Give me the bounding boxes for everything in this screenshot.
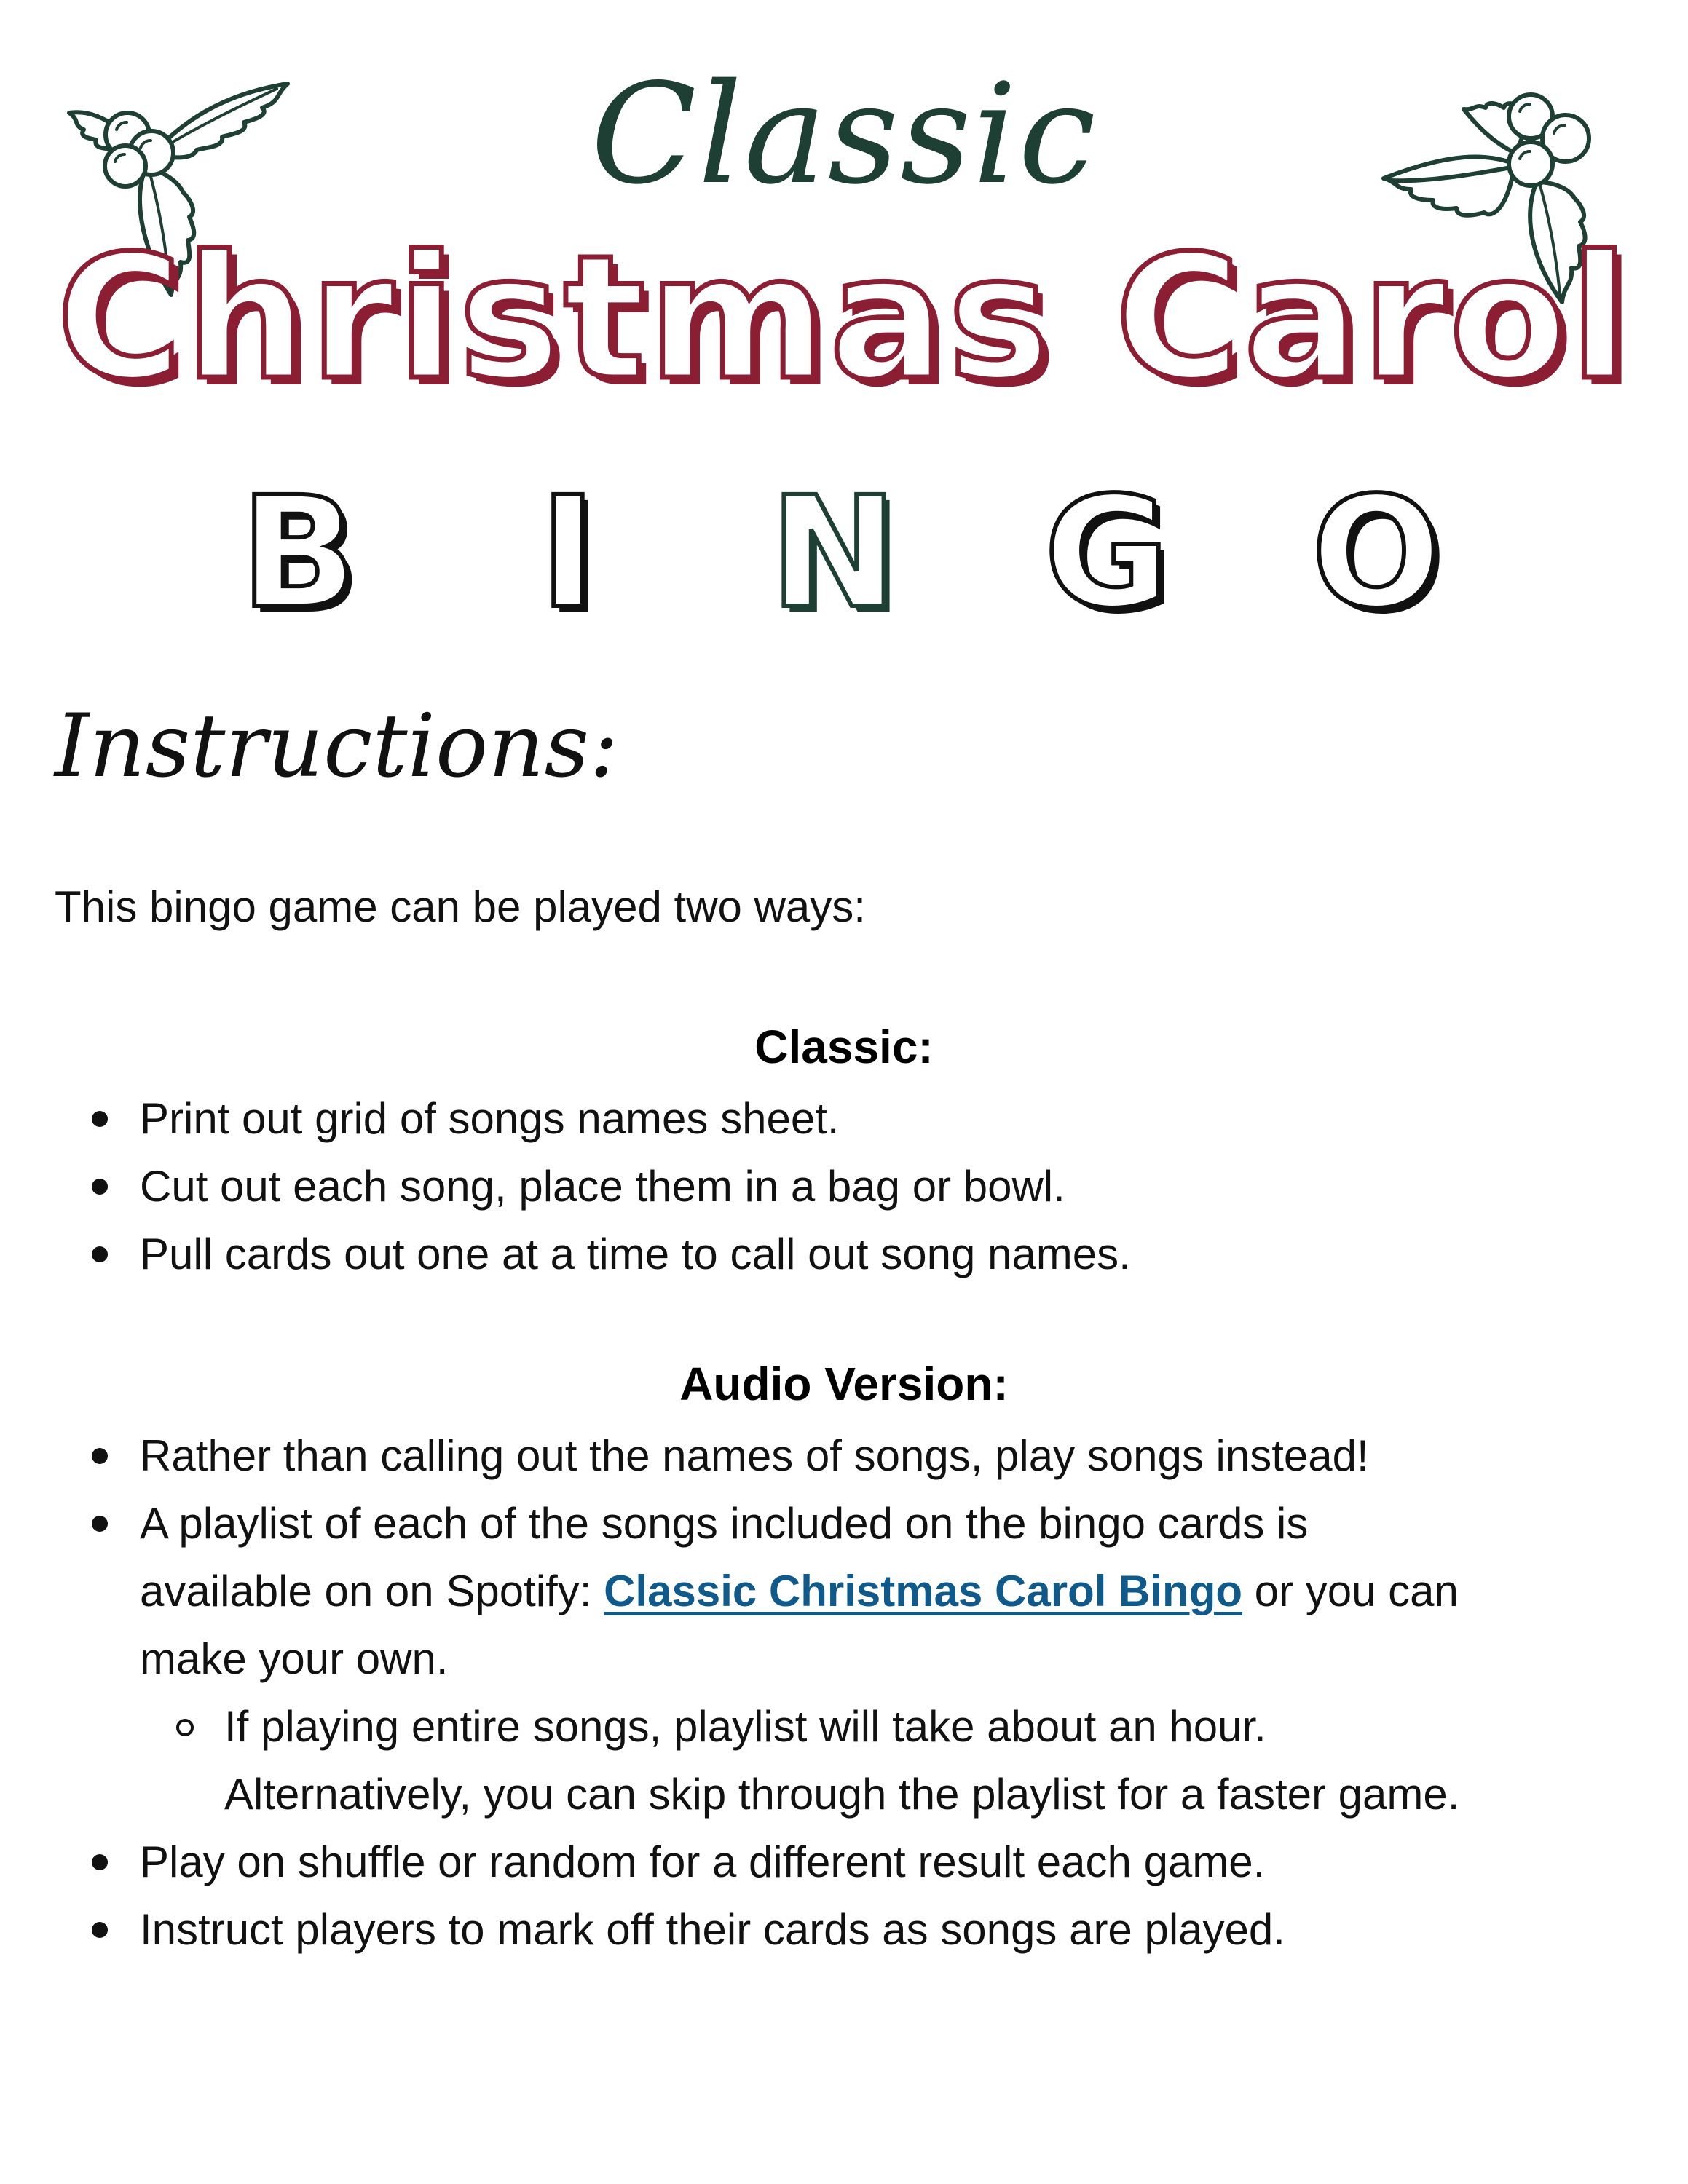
bullet-icon — [92, 1179, 108, 1195]
list-item — [0, 1220, 1688, 1288]
list-item — [0, 1085, 1688, 1152]
audio-version-heading: Audio Version: — [679, 1358, 1009, 1410]
bingo-letter-b: B — [240, 464, 358, 642]
list-item-text: make your own. — [140, 1634, 449, 1683]
bullet-icon — [92, 1246, 108, 1262]
list-item-text: or you can — [1242, 1567, 1459, 1615]
sub-list-item — [0, 1693, 1688, 1828]
list-item-text: Instruct players to mark off their cards as songs are played. — [140, 1905, 1285, 1954]
bullet-icon — [92, 1516, 108, 1532]
bingo-letter-o: O — [1311, 464, 1442, 642]
list-item — [0, 1422, 1688, 1489]
list-item-text: If playing entire songs, playlist will take about an hour. — [224, 1702, 1266, 1751]
bingo-letter-g: G — [1044, 464, 1170, 642]
bullet-icon — [92, 1448, 108, 1464]
list-item-text-line — [140, 1557, 1644, 1625]
list-item-text: Pull cards out one at a time to call out song names. — [140, 1230, 1131, 1278]
list-item — [0, 1828, 1688, 1896]
intro-text: This bingo game can be played two ways: — [55, 882, 866, 931]
classic-list — [0, 1085, 1688, 1288]
classic-heading: Classic: — [754, 1021, 934, 1073]
audio-list — [0, 1422, 1688, 1963]
bingo-letter-i: I — [539, 464, 597, 642]
list-item — [0, 1896, 1688, 1963]
list-item-text: A playlist of each of the songs included on the bingo cards is — [140, 1499, 1309, 1548]
title-christmas-carol: Christmas Carol — [56, 219, 1632, 418]
bingo-letter-n: N — [770, 464, 898, 642]
hollow-bullet-icon — [176, 1719, 194, 1736]
list-item-text: Print out grid of songs names sheet. — [140, 1094, 840, 1143]
bullet-icon — [92, 1922, 108, 1938]
bullet-icon — [92, 1111, 108, 1127]
list-item-text: Rather than calling out the names of songs, play songs instead! — [140, 1431, 1369, 1480]
list-item-text: available on on Spotify: — [140, 1567, 604, 1615]
bullet-icon — [92, 1854, 108, 1870]
title-classic: Classic — [591, 54, 1097, 215]
spotify-playlist-link[interactable]: Classic Christmas Carol Bingo — [604, 1567, 1243, 1615]
list-item — [0, 1152, 1688, 1220]
list-item — [0, 1489, 1688, 1693]
instructions-heading: Instructions: — [55, 696, 619, 797]
list-item-text: Alternatively, you can skip through the playlist for a faster game. — [224, 1770, 1460, 1819]
list-item-text: Play on shuffle or random for a different result each game. — [140, 1837, 1266, 1886]
list-item-text: Cut out each song, place them in a bag or bowl. — [140, 1162, 1065, 1211]
